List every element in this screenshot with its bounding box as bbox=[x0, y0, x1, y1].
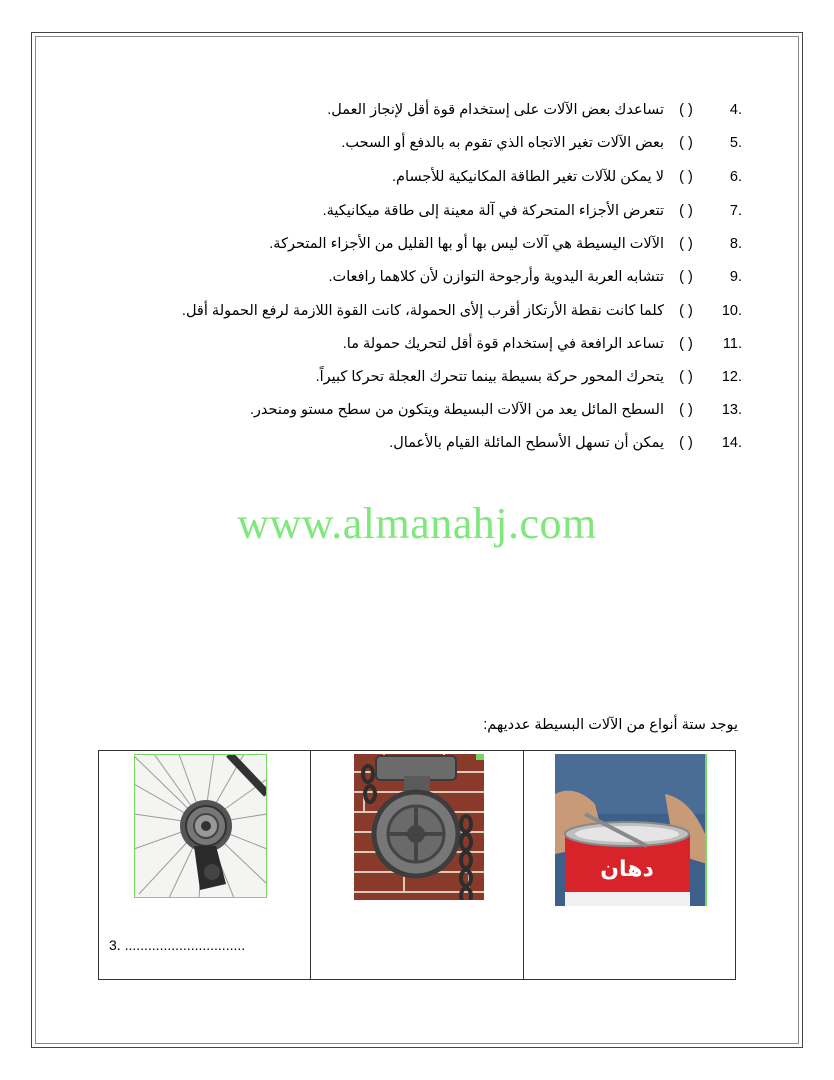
statement-number: 9. bbox=[729, 269, 742, 285]
statement-7 bbox=[120, 196, 742, 226]
statement-text: السطح المائل يعد من الآلات البسيطة ويتكون من سطح مستو ومنحدر. bbox=[249, 402, 664, 418]
statement-number: 10. bbox=[721, 303, 742, 319]
statement-text: تتعرض الأجزاء المتحركة في آلة معينة إلى طاقة ميكانيكية. bbox=[322, 203, 664, 219]
statement-5 bbox=[120, 128, 742, 158]
answer-line-3[interactable]: 3. ............................... bbox=[109, 937, 246, 953]
answer-parentheses[interactable]: ( ) bbox=[679, 402, 693, 418]
answer-parentheses[interactable]: ( ) bbox=[679, 435, 693, 451]
statement-11 bbox=[120, 329, 742, 359]
can-label: دهان bbox=[599, 857, 654, 882]
statement-number: 7. bbox=[729, 203, 742, 219]
statement-text: كلما كانت نقطة الأرتكاز أقرب إلأى الحمولة، كانت القوة اللازمة لرفع الحمولة أقل. bbox=[181, 303, 664, 319]
statement-8 bbox=[120, 229, 742, 259]
bicycle-gear-image bbox=[134, 754, 267, 898]
statement-number: 12. bbox=[721, 369, 742, 385]
statement-text: بعض الآلات تغير الاتجاه الذي تقوم به بالدفع أو السحب. bbox=[341, 135, 664, 151]
statement-text: تساعد الرافعة في إستخدام قوة أقل لتحريك حمولة ما. bbox=[342, 336, 664, 352]
answer-parentheses[interactable]: ( ) bbox=[679, 135, 693, 151]
answer-parentheses[interactable]: ( ) bbox=[679, 169, 693, 185]
answer-parentheses[interactable]: ( ) bbox=[679, 303, 693, 319]
answer-parentheses[interactable]: ( ) bbox=[679, 102, 693, 118]
table-cell-bicycle bbox=[99, 751, 311, 980]
table-cell-pulley bbox=[311, 751, 523, 980]
statement-number: 6. bbox=[729, 169, 742, 185]
statement-number: 14. bbox=[721, 435, 742, 451]
statement-14 bbox=[120, 428, 742, 458]
answer-parentheses[interactable]: ( ) bbox=[679, 236, 693, 252]
statement-text: تتشابه العربة اليدوية وأرجوحة التوازن لأن كلاهما رافعات. bbox=[328, 269, 664, 285]
answer-parentheses[interactable]: ( ) bbox=[679, 203, 693, 219]
statement-6 bbox=[120, 162, 742, 192]
statement-number: 8. bbox=[729, 236, 742, 252]
statement-text: يمكن أن تسهل الأسطح المائلة القيام بالأعمال. bbox=[389, 435, 664, 451]
statement-4 bbox=[120, 95, 742, 125]
statement-number: 13. bbox=[721, 402, 742, 418]
statement-9 bbox=[120, 262, 742, 292]
statement-number: 11. bbox=[722, 336, 742, 352]
statement-text: الآلات اليسيطة هي آلات ليس بها أو بها القليل من الأجزاء المتحركة. bbox=[269, 236, 664, 252]
answer-parentheses[interactable]: ( ) bbox=[679, 336, 693, 352]
statement-text: لا يمكن للآلات تغير الطاقة المكانيكية للأجسام. bbox=[392, 169, 664, 185]
pulley-image bbox=[354, 754, 484, 900]
watermark-link[interactable]: www.almanahj.com bbox=[237, 499, 597, 548]
statement-12 bbox=[120, 362, 742, 392]
simple-machines-table bbox=[98, 750, 736, 980]
statement-13 bbox=[120, 395, 742, 425]
paint-can-image bbox=[555, 754, 707, 906]
statement-number: 5. bbox=[729, 135, 742, 151]
statement-text: تساعدك بعض الآلات على إستخدام قوة أقل لإنجاز العمل. bbox=[327, 102, 664, 118]
table-cell-paint-can bbox=[523, 751, 735, 980]
intro-text: يوجد ستة أنواع من الآلات البسيطة عدديهم: bbox=[483, 717, 738, 733]
statement-number: 4. bbox=[729, 102, 742, 118]
statement-10 bbox=[120, 296, 742, 326]
answer-parentheses[interactable]: ( ) bbox=[679, 269, 693, 285]
statement-text: يتحرك المحور حركة بسيطة بينما تتحرك العجلة تحركا كبيراً. bbox=[315, 369, 664, 385]
answer-parentheses[interactable]: ( ) bbox=[679, 369, 693, 385]
